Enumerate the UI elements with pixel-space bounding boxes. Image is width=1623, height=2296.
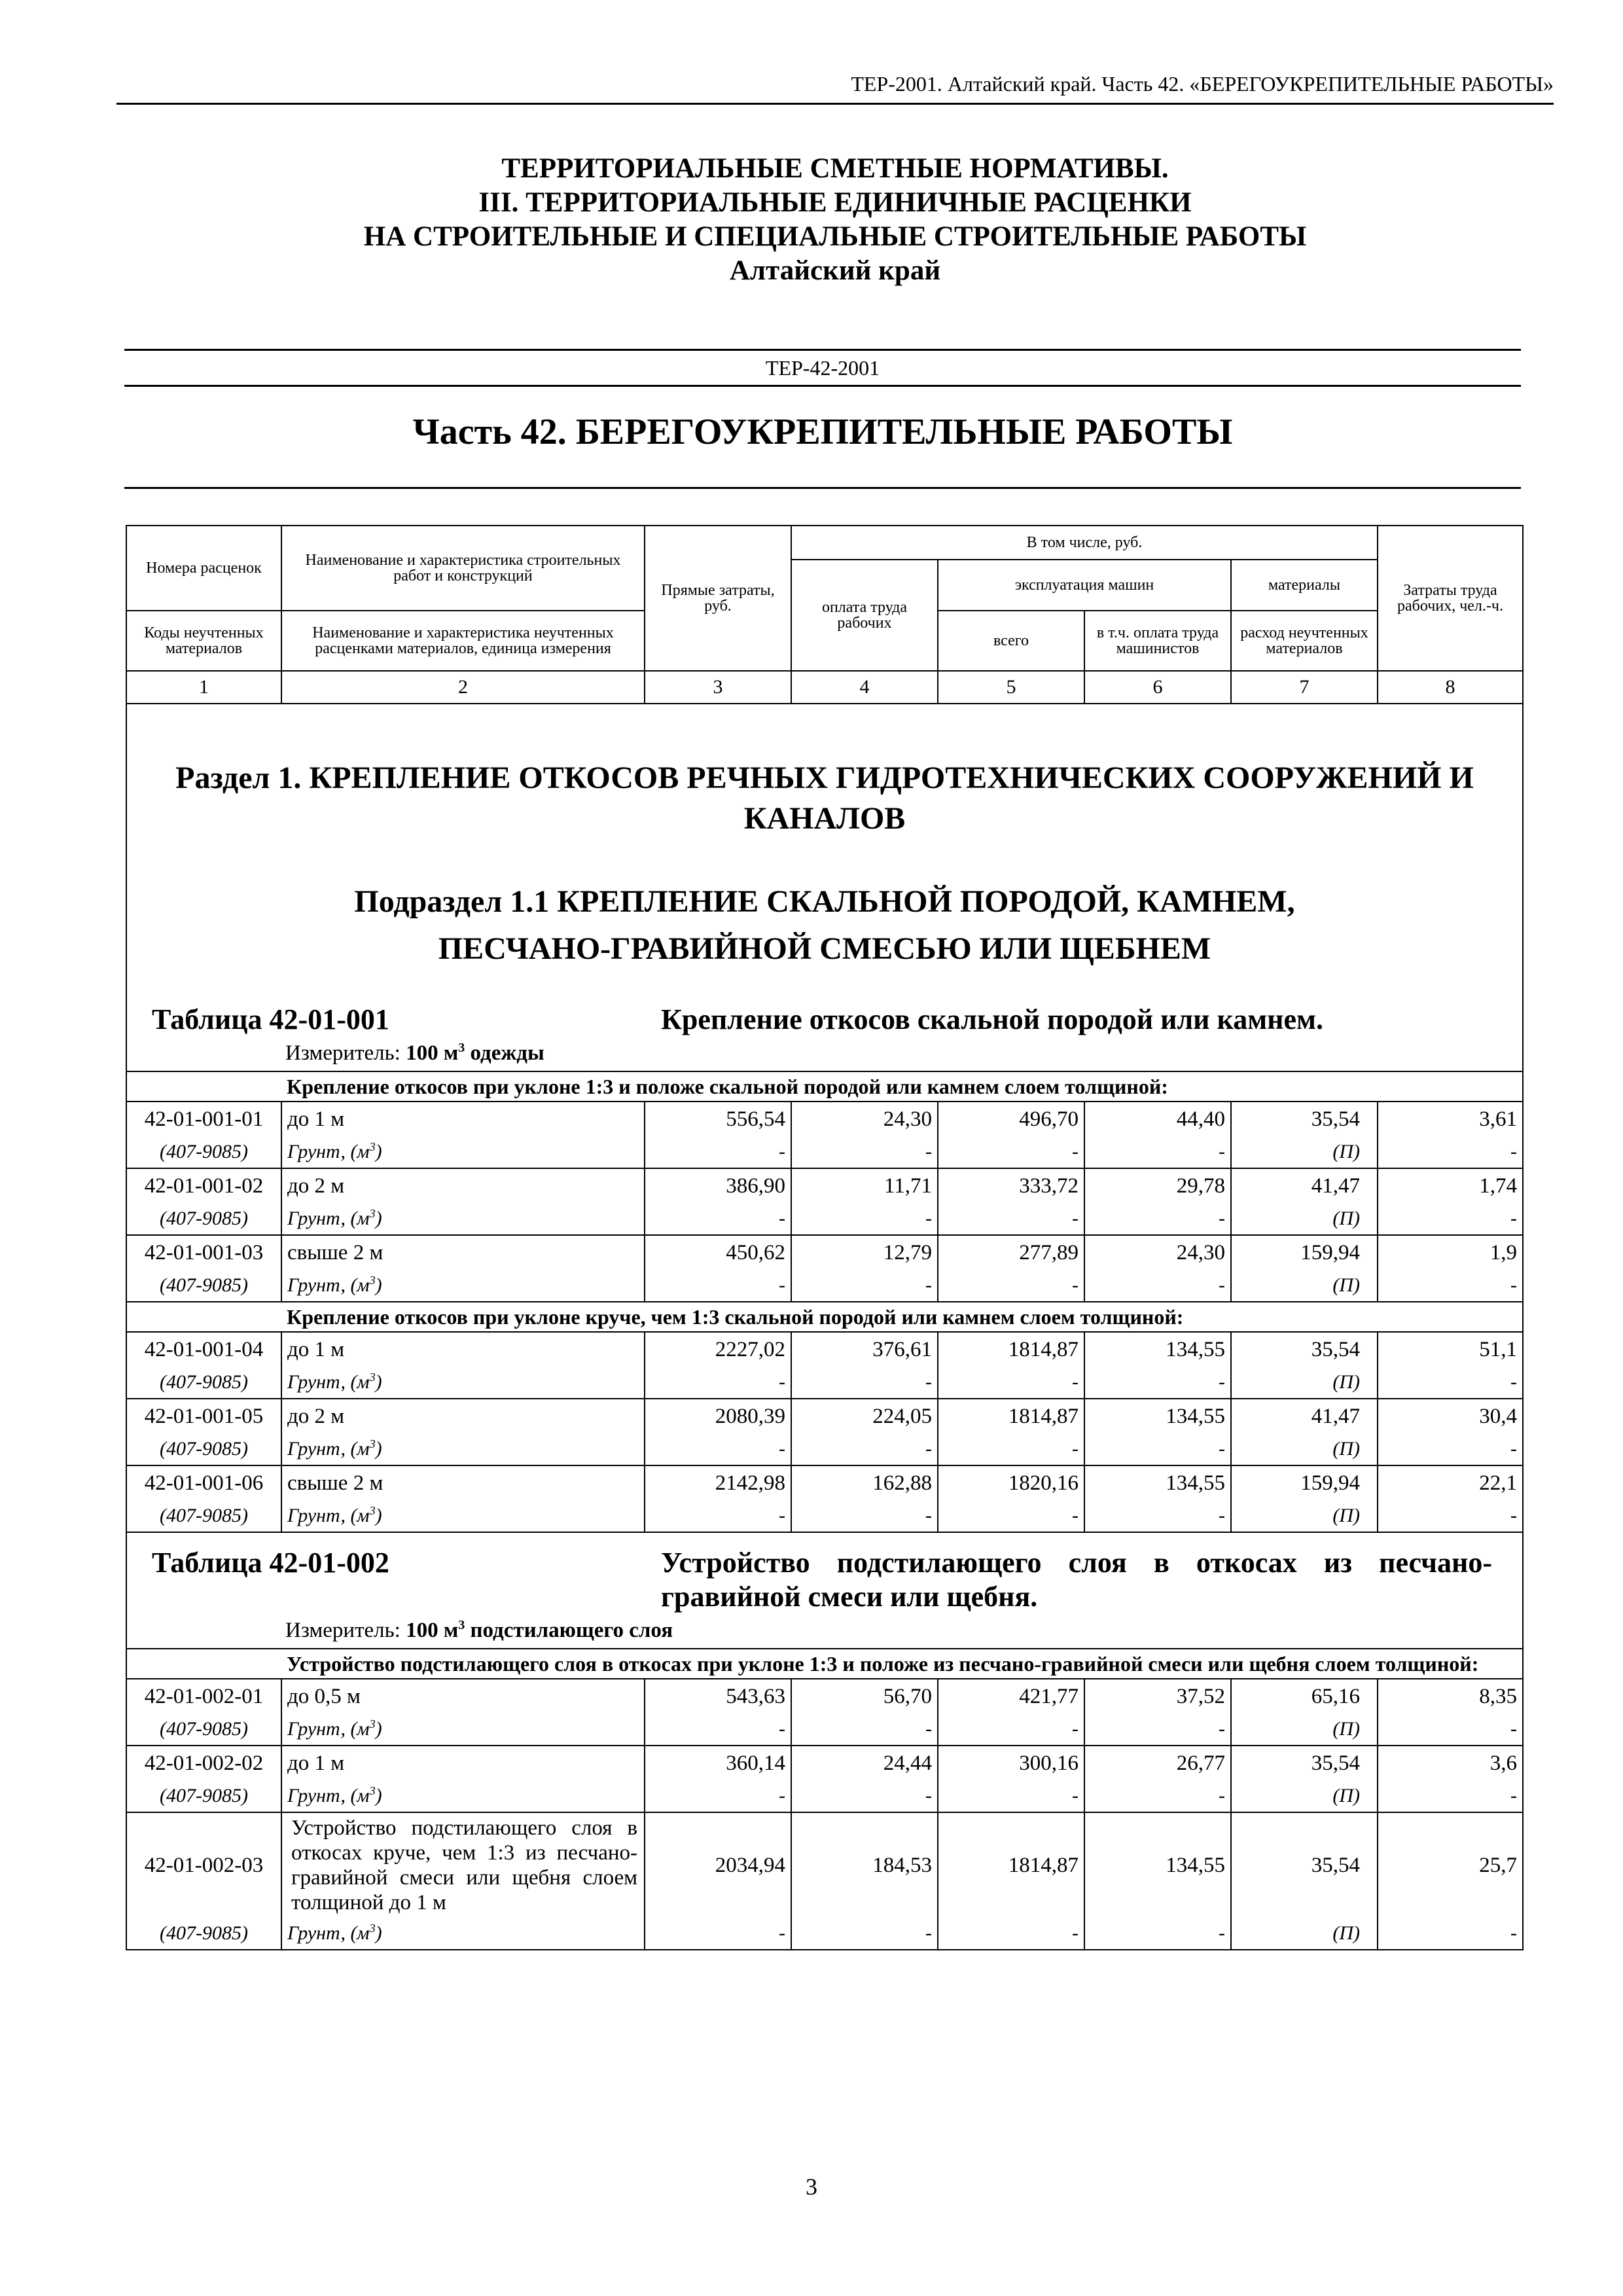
header-direct-costs: Прямые затраты, руб. xyxy=(645,526,791,671)
material-row xyxy=(126,1367,1523,1399)
material-unit-sup: 3 xyxy=(369,1371,376,1384)
material-unit-sup: 3 xyxy=(369,1717,376,1731)
part-title-divider xyxy=(124,487,1521,489)
header-incl-operators: в т.ч. оплата труда машинистов xyxy=(1084,611,1231,671)
group-heading: Крепление откосов при уклоне 1:3 и положе скальной породой или камнем слоем толщиной: xyxy=(281,1071,1523,1102)
empty-value: - xyxy=(938,1433,1084,1465)
rate-row xyxy=(126,1746,1523,1780)
group-heading-spacer xyxy=(126,1302,281,1332)
rate-row xyxy=(126,1465,1523,1500)
materials-consumption: 35,54 xyxy=(1231,1812,1378,1918)
operators-pay: 134,55 xyxy=(1084,1332,1231,1367)
material-name xyxy=(281,1136,645,1168)
table-heading xyxy=(126,990,1523,1071)
table-heading-row xyxy=(126,990,1523,1071)
material-category: (П) xyxy=(1231,1918,1378,1950)
empty-value: - xyxy=(938,1780,1084,1812)
header-machines: эксплуатация машин xyxy=(938,560,1231,611)
machines-total: 333,72 xyxy=(938,1168,1084,1203)
empty-value: - xyxy=(1378,1500,1523,1532)
machines-total: 1814,87 xyxy=(938,1399,1084,1433)
empty-value: - xyxy=(645,1500,791,1532)
operators-pay: 26,77 xyxy=(1084,1746,1231,1780)
material-unit-sup: 3 xyxy=(369,1274,376,1287)
labor-hours: 1,9 xyxy=(1378,1235,1523,1270)
main-title xyxy=(116,152,1554,288)
header-including: В том числе, руб. xyxy=(791,526,1378,560)
table-unit-prefix: Измеритель: xyxy=(285,1619,406,1642)
group-heading-spacer xyxy=(126,1071,281,1102)
table-label: Таблица 42-01-001 xyxy=(152,1003,389,1035)
empty-value: - xyxy=(938,1500,1084,1532)
operators-pay: 134,55 xyxy=(1084,1812,1231,1918)
empty-value: - xyxy=(791,1367,938,1399)
section-heading-row xyxy=(126,704,1523,990)
title-line-1: ТЕРРИТОРИАЛЬНЫЕ СМЕТНЫЕ НОРМАТИВЫ. xyxy=(501,153,1169,184)
material-category: (П) xyxy=(1231,1136,1378,1168)
labor-pay: 24,30 xyxy=(791,1102,938,1136)
material-unit-close: ) xyxy=(375,1505,382,1526)
labor-hours: 3,6 xyxy=(1378,1746,1523,1780)
labor-pay: 224,05 xyxy=(791,1399,938,1433)
empty-value: - xyxy=(791,1270,938,1302)
empty-value: - xyxy=(791,1500,938,1532)
rate-name: до 1 м xyxy=(281,1332,645,1367)
material-row xyxy=(126,1500,1523,1532)
labor-pay: 376,61 xyxy=(791,1332,938,1367)
material-code: (407-9085) xyxy=(126,1780,281,1812)
title-line-4: Алтайский край xyxy=(729,255,941,286)
table-unit-value: 100 м xyxy=(406,1041,459,1065)
empty-value: - xyxy=(645,1918,791,1950)
part-title: Часть 42. БЕРЕГОУКРЕПИТЕЛЬНЫЕ РАБОТЫ xyxy=(412,412,1233,452)
material-unit-close: ) xyxy=(375,1718,382,1740)
material-row xyxy=(126,1918,1523,1950)
material-code: (407-9085) xyxy=(126,1713,281,1746)
material-category: (П) xyxy=(1231,1433,1378,1465)
material-code: (407-9085) xyxy=(126,1500,281,1532)
rate-code: 42-01-002-02 xyxy=(126,1746,281,1780)
material-name xyxy=(281,1203,645,1235)
rate-code: 42-01-001-01 xyxy=(126,1102,281,1136)
empty-value: - xyxy=(1378,1203,1523,1235)
labor-pay: 56,70 xyxy=(791,1679,938,1713)
material-unit-close: ) xyxy=(375,1274,382,1296)
rates-table xyxy=(126,525,1524,1950)
direct-costs: 2142,98 xyxy=(645,1465,791,1500)
labor-pay: 162,88 xyxy=(791,1465,938,1500)
group-heading-spacer xyxy=(126,1649,281,1679)
section-title: Раздел 1. КРЕПЛЕНИЕ ОТКОСОВ РЕЧНЫХ ГИДРОТЕХНИЧЕСКИХ СООРУЖЕНИЙ И КАНАЛОВ xyxy=(175,761,1474,836)
rate-row xyxy=(126,1399,1523,1433)
table-unit xyxy=(285,1619,673,1643)
table-unit-value: 100 м xyxy=(406,1619,459,1642)
operators-pay: 24,30 xyxy=(1084,1235,1231,1270)
material-unit-close: ) xyxy=(375,1785,382,1806)
material-name xyxy=(281,1713,645,1746)
material-name xyxy=(281,1780,645,1812)
empty-value: - xyxy=(1378,1918,1523,1950)
empty-value: - xyxy=(1084,1780,1231,1812)
labor-hours: 30,4 xyxy=(1378,1399,1523,1433)
header-total: всего xyxy=(938,611,1084,671)
material-unit-sup: 3 xyxy=(369,1437,376,1450)
material-name-text: Грунт, (м xyxy=(287,1922,370,1944)
subsection-title xyxy=(132,878,1517,973)
rate-name: Устройство подстилающего слоя в откосах круче, чем 1:3 из песчано-гравийной смеси или щебня слоем толщиной до 1 м xyxy=(281,1812,645,1918)
empty-value: - xyxy=(645,1713,791,1746)
material-category: (П) xyxy=(1231,1500,1378,1532)
doc-code: ТЕР-42-2001 xyxy=(124,349,1521,387)
labor-pay: 11,71 xyxy=(791,1168,938,1203)
rate-row xyxy=(126,1168,1523,1203)
table-name: Крепление откосов скальной породой или камнем. xyxy=(661,1003,1324,1035)
empty-value: - xyxy=(1378,1270,1523,1302)
empty-value: - xyxy=(791,1918,938,1950)
material-name-text: Грунт, (м xyxy=(287,1141,370,1162)
material-code: (407-9085) xyxy=(126,1367,281,1399)
group-heading: Крепление откосов при уклоне круче, чем 1:3 скальной породой или камнем слоем толщиной: xyxy=(281,1302,1523,1332)
labor-hours: 8,35 xyxy=(1378,1679,1523,1713)
labor-hours: 1,74 xyxy=(1378,1168,1523,1203)
material-name xyxy=(281,1918,645,1950)
material-name xyxy=(281,1270,645,1302)
rate-row xyxy=(126,1235,1523,1270)
materials-consumption: 35,54 xyxy=(1231,1746,1378,1780)
empty-value: - xyxy=(938,1713,1084,1746)
rate-name: свыше 2 м xyxy=(281,1235,645,1270)
rate-row xyxy=(126,1812,1523,1918)
empty-value: - xyxy=(938,1270,1084,1302)
header-materials: материалы xyxy=(1231,560,1378,611)
labor-hours: 51,1 xyxy=(1378,1332,1523,1367)
material-unit-sup: 3 xyxy=(369,1140,376,1153)
title-line-3: НА СТРОИТЕЛЬНЫЕ И СПЕЦИАЛЬНЫЕ СТРОИТЕЛЬНЫЕ РАБОТЫ xyxy=(363,221,1307,252)
material-unit-sup: 3 xyxy=(369,1504,376,1517)
group-heading: Устройство подстилающего слоя в откосах при уклоне 1:3 и положе из песчано-гравийной смеси или щебня слоем толщиной: xyxy=(281,1649,1523,1679)
empty-value: - xyxy=(938,1918,1084,1950)
empty-value: - xyxy=(645,1203,791,1235)
empty-value: - xyxy=(645,1433,791,1465)
empty-value: - xyxy=(1378,1780,1523,1812)
empty-value: - xyxy=(791,1433,938,1465)
material-code: (407-9085) xyxy=(126,1270,281,1302)
empty-value: - xyxy=(645,1136,791,1168)
material-name xyxy=(281,1367,645,1399)
direct-costs: 2034,94 xyxy=(645,1812,791,1918)
empty-value: - xyxy=(645,1367,791,1399)
direct-costs: 556,54 xyxy=(645,1102,791,1136)
table-heading xyxy=(126,1532,1523,1649)
materials-consumption: 65,16 xyxy=(1231,1679,1378,1713)
rate-name: до 1 м xyxy=(281,1746,645,1780)
empty-value: - xyxy=(1084,1136,1231,1168)
rate-code: 42-01-001-05 xyxy=(126,1399,281,1433)
empty-value: - xyxy=(1084,1367,1231,1399)
group-heading-row xyxy=(126,1649,1523,1679)
subsection-title-line-2: ПЕСЧАНО-ГРАВИЙНОЙ СМЕСЬЮ ИЛИ ЩЕБНЕМ xyxy=(438,931,1211,966)
table-unit xyxy=(285,1041,544,1066)
rate-name: до 2 м xyxy=(281,1168,645,1203)
machines-total: 300,16 xyxy=(938,1746,1084,1780)
machines-total: 277,89 xyxy=(938,1235,1084,1270)
empty-value: - xyxy=(1378,1713,1523,1746)
table-heading-row xyxy=(126,1532,1523,1649)
col-number: 1 xyxy=(126,671,281,704)
rate-code: 42-01-002-03 xyxy=(126,1812,281,1918)
material-name-text: Грунт, (м xyxy=(287,1208,370,1229)
table-unit-suffix: подстилающего слоя xyxy=(465,1619,673,1642)
material-category: (П) xyxy=(1231,1780,1378,1812)
material-name-text: Грунт, (м xyxy=(287,1274,370,1296)
material-row xyxy=(126,1270,1523,1302)
header-unaccounted-codes: Коды неучтенных материалов xyxy=(126,611,281,671)
labor-hours: 22,1 xyxy=(1378,1465,1523,1500)
rate-code: 42-01-001-03 xyxy=(126,1235,281,1270)
empty-value: - xyxy=(1084,1203,1231,1235)
material-unit-close: ) xyxy=(375,1438,382,1460)
direct-costs: 386,90 xyxy=(645,1168,791,1203)
subsection-title-line-1: Подраздел 1.1 КРЕПЛЕНИЕ СКАЛЬНОЙ ПОРОДОЙ, КАМНЕМ, xyxy=(354,884,1295,919)
material-row xyxy=(126,1780,1523,1812)
rate-code: 42-01-001-06 xyxy=(126,1465,281,1500)
col-number: 2 xyxy=(281,671,645,704)
labor-hours: 25,7 xyxy=(1378,1812,1523,1918)
machines-total: 1820,16 xyxy=(938,1465,1084,1500)
materials-consumption: 159,94 xyxy=(1231,1465,1378,1500)
table-unit-sup: 3 xyxy=(458,1041,465,1055)
group-heading-row xyxy=(126,1302,1523,1332)
table-heading-block xyxy=(132,990,1517,1071)
empty-value: - xyxy=(1378,1367,1523,1399)
material-code: (407-9085) xyxy=(126,1136,281,1168)
empty-value: - xyxy=(791,1780,938,1812)
empty-value: - xyxy=(938,1203,1084,1235)
operators-pay: 134,55 xyxy=(1084,1465,1231,1500)
header-labor-pay: оплата труда рабочих xyxy=(791,560,938,671)
operators-pay: 29,78 xyxy=(1084,1168,1231,1203)
column-numbers-row xyxy=(126,671,1523,704)
direct-costs: 450,62 xyxy=(645,1235,791,1270)
header-row-1 xyxy=(126,526,1523,560)
machines-total: 421,77 xyxy=(938,1679,1084,1713)
material-name-text: Грунт, (м xyxy=(287,1785,370,1806)
rate-code: 42-01-001-02 xyxy=(126,1168,281,1203)
materials-consumption: 41,47 xyxy=(1231,1168,1378,1203)
col-number: 8 xyxy=(1378,671,1523,704)
table-name: Устройство подстилающего слоя в откосах из песчано-гравийной смеси или щебня. xyxy=(661,1547,1492,1613)
col-number: 4 xyxy=(791,671,938,704)
direct-costs: 360,14 xyxy=(645,1746,791,1780)
operators-pay: 37,52 xyxy=(1084,1679,1231,1713)
material-code: (407-9085) xyxy=(126,1918,281,1950)
empty-value: - xyxy=(1084,1433,1231,1465)
header-rate-numbers: Номера расценок xyxy=(126,526,281,611)
direct-costs: 2227,02 xyxy=(645,1332,791,1367)
header-labor-hours: Затраты труда рабочих, чел.-ч. xyxy=(1378,526,1523,671)
title-line-2: III. ТЕРРИТОРИАЛЬНЫЕ ЕДИНИЧНЫЕ РАСЦЕНКИ xyxy=(478,187,1192,218)
rate-code: 42-01-001-04 xyxy=(126,1332,281,1367)
material-code: (407-9085) xyxy=(126,1433,281,1465)
material-row xyxy=(126,1136,1523,1168)
material-unit-sup: 3 xyxy=(369,1922,376,1935)
section-heading xyxy=(126,704,1523,990)
table-unit-sup: 3 xyxy=(458,1618,465,1632)
empty-value: - xyxy=(645,1780,791,1812)
empty-value: - xyxy=(1084,1713,1231,1746)
running-header: ТЕР-2001. Алтайский край. Часть 42. «БЕРЕГОУКРЕПИТЕЛЬНЫЕ РАБОТЫ» xyxy=(116,72,1554,105)
material-unit-close: ) xyxy=(375,1208,382,1229)
material-code: (407-9085) xyxy=(126,1203,281,1235)
rate-code: 42-01-002-01 xyxy=(126,1679,281,1713)
col-number: 3 xyxy=(645,671,791,704)
materials-consumption: 35,54 xyxy=(1231,1332,1378,1367)
empty-value: - xyxy=(791,1136,938,1168)
material-category: (П) xyxy=(1231,1203,1378,1235)
material-unit-close: ) xyxy=(375,1141,382,1162)
material-row xyxy=(126,1433,1523,1465)
operators-pay: 134,55 xyxy=(1084,1399,1231,1433)
empty-value: - xyxy=(938,1367,1084,1399)
material-category: (П) xyxy=(1231,1270,1378,1302)
rate-name: свыше 2 м xyxy=(281,1465,645,1500)
material-unit-close: ) xyxy=(375,1922,382,1944)
col-number: 5 xyxy=(938,671,1084,704)
material-unit-sup: 3 xyxy=(369,1784,376,1797)
labor-pay: 24,44 xyxy=(791,1746,938,1780)
material-name-text: Грунт, (м xyxy=(287,1371,370,1393)
material-unit-sup: 3 xyxy=(369,1207,376,1220)
labor-pay: 12,79 xyxy=(791,1235,938,1270)
page-number: 3 xyxy=(806,2174,817,2200)
material-name-text: Грунт, (м xyxy=(287,1438,370,1460)
rate-row xyxy=(126,1679,1523,1713)
col-number: 7 xyxy=(1231,671,1378,704)
materials-consumption: 35,54 xyxy=(1231,1102,1378,1136)
materials-consumption: 159,94 xyxy=(1231,1235,1378,1270)
labor-hours: 3,61 xyxy=(1378,1102,1523,1136)
material-name xyxy=(281,1433,645,1465)
machines-total: 1814,87 xyxy=(938,1332,1084,1367)
material-name xyxy=(281,1500,645,1532)
rate-name: до 2 м xyxy=(281,1399,645,1433)
empty-value: - xyxy=(1084,1918,1231,1950)
materials-consumption: 41,47 xyxy=(1231,1399,1378,1433)
col-number: 6 xyxy=(1084,671,1231,704)
rate-row xyxy=(126,1102,1523,1136)
empty-value: - xyxy=(645,1270,791,1302)
table-unit-prefix: Измеритель: xyxy=(285,1041,406,1065)
rate-name: до 1 м xyxy=(281,1102,645,1136)
empty-value: - xyxy=(791,1713,938,1746)
table-unit-suffix: одежды xyxy=(465,1041,544,1065)
machines-total: 1814,87 xyxy=(938,1812,1084,1918)
table-heading-block xyxy=(132,1533,1517,1648)
empty-value: - xyxy=(1084,1270,1231,1302)
labor-pay: 184,53 xyxy=(791,1812,938,1918)
group-heading-row xyxy=(126,1071,1523,1102)
empty-value: - xyxy=(1084,1500,1231,1532)
header-work-name: Наименование и характеристика строительных работ и конструкций xyxy=(281,526,645,611)
header-unaccounted-consumption: расход неучтенных материалов xyxy=(1231,611,1378,671)
operators-pay: 44,40 xyxy=(1084,1102,1231,1136)
rate-name: до 0,5 м xyxy=(281,1679,645,1713)
material-name-text: Грунт, (м xyxy=(287,1718,370,1740)
empty-value: - xyxy=(938,1136,1084,1168)
rate-row xyxy=(126,1332,1523,1367)
material-unit-close: ) xyxy=(375,1371,382,1393)
empty-value: - xyxy=(791,1203,938,1235)
table-label: Таблица 42-01-002 xyxy=(152,1547,389,1579)
direct-costs: 543,63 xyxy=(645,1679,791,1713)
material-row xyxy=(126,1203,1523,1235)
material-category: (П) xyxy=(1231,1713,1378,1746)
material-category: (П) xyxy=(1231,1367,1378,1399)
material-name-text: Грунт, (м xyxy=(287,1505,370,1526)
header-unaccounted-names: Наименование и характеристика неучтенных расценками материалов, единица измерения xyxy=(281,611,645,671)
empty-value: - xyxy=(1378,1433,1523,1465)
empty-value: - xyxy=(1378,1136,1523,1168)
direct-costs: 2080,39 xyxy=(645,1399,791,1433)
material-row xyxy=(126,1713,1523,1746)
machines-total: 496,70 xyxy=(938,1102,1084,1136)
